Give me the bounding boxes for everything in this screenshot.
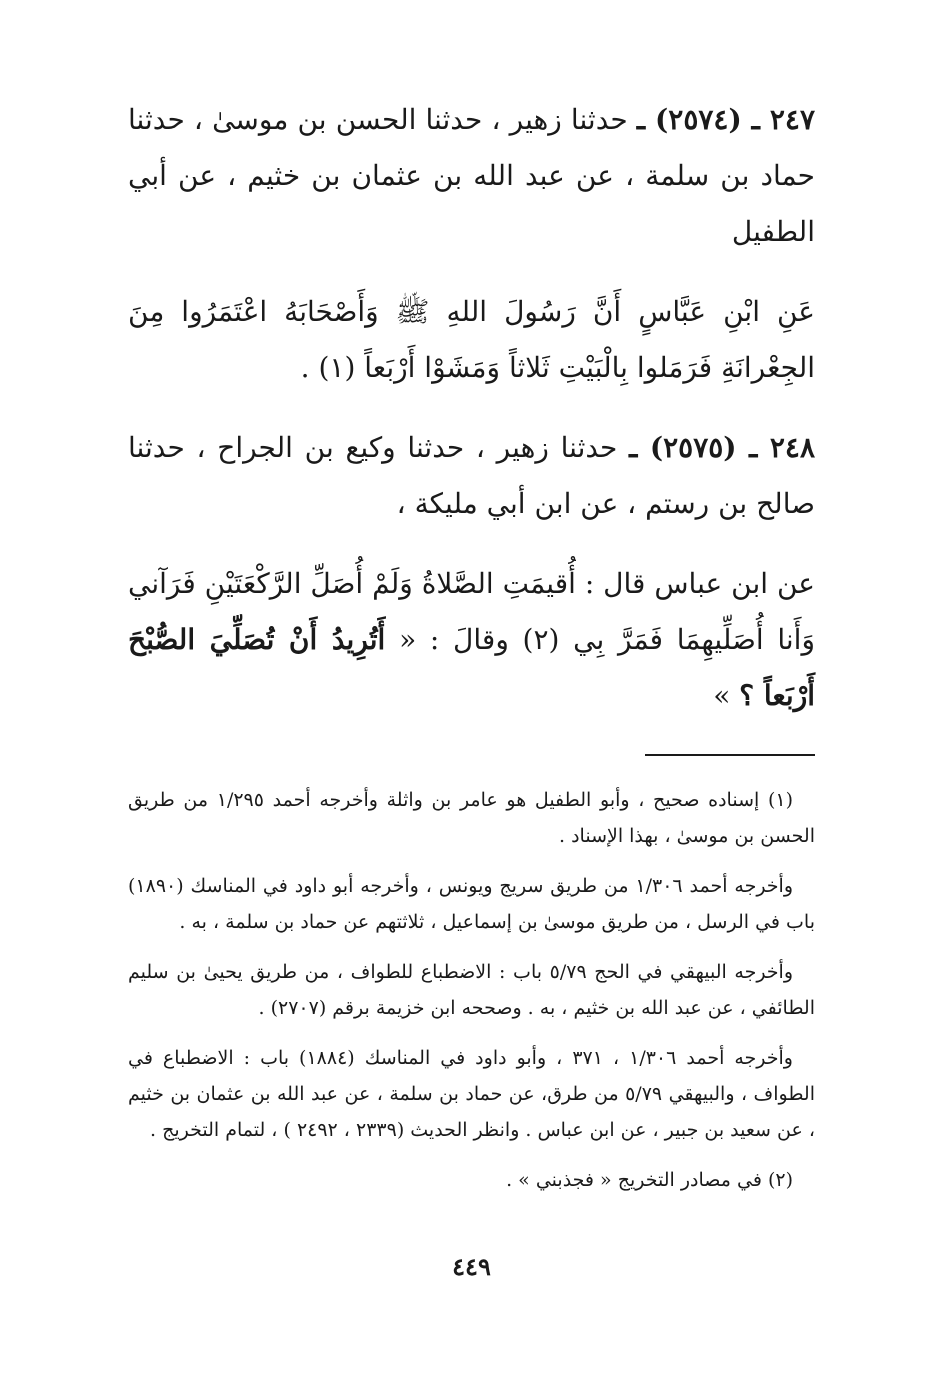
- footnote-divider: [645, 754, 815, 756]
- isnad-text: حدثنا زهير ، حدثنا الحسن بن موسىٰ ، حدثنا حماد بن سلمة ، عن عبد الله بن عثمان بن خثيم ، عن أبي الطفيل: [128, 103, 815, 248]
- hadith-number: ٢٤٨ ـ (٢٥٧٥) ـ: [629, 431, 816, 464]
- hadith-number: ٢٤٧ ـ (٢٥٧٤) ـ: [636, 103, 815, 136]
- footnote-2: (٢) في مصادر التخريج « فجذبني » .: [506, 1169, 793, 1191]
- matn-text: عَنِ ابْنِ عَبَّاسٍ أَنَّ رَسُولَ اللهِ ﷺ وَأَصْحَابَهُ اعْتَمَرُوا مِنَ الجِعْرانَةِ فَرَمَلوا بِالْبَيْتِ ثَلاثاً وَمَشَوْا أَرْبَعاً (١) .: [128, 295, 815, 384]
- hadith-247-matn: [128, 284, 815, 396]
- footnotes: [128, 782, 815, 1198]
- hadith-248-isnad: [128, 420, 815, 532]
- hadith-248-matn: [128, 556, 815, 724]
- isnad-text: حدثنا زهير ، حدثنا وكيع بن الجراح ، حدثنا صالح بن رستم ، عن ابن أبي مليكة ،: [128, 431, 815, 520]
- page-number: ٤٤٩: [452, 1252, 491, 1281]
- prophetic-saying: أَتُرِيدُ أَنْ تُصَلِّيَ الصُّبْحَ أَرْبَعاً ؟: [128, 623, 815, 712]
- footnote-1-cont-b: وأخرجه البيهقي في الحج ٥/٧٩ باب : الاضطباع للطواف ، من طريق يحيىٰ بن سليم الطائفي ، عن عبد الله بن خثيم ، به . وصححه ابن خزيمة برقم (٢٧٠٧) .: [128, 961, 815, 1019]
- footnote-1-cont-c: وأخرجه أحمد ١/٣٠٦ ، ٣٧١ ، وأبو داود في المناسك (١٨٨٤) باب : الاضطباع في الطواف ، والبيهقي ٥/٧٩ من طرق، عن حماد بن سلمة ، عن عبد الله بن عثمان بن خثيم ، عن سعيد بن جبير ، عن ابن عباس . وانظر الحديث (٢٣٣٩ ، ٢٤٩٢ ) ، لتمام التخريج .: [128, 1047, 815, 1141]
- matn-text: عن ابن عباس قال : أُقيمَتِ الصَّلاةُ وَلَمْ أُصَلِّ الرَّكْعَتَيْنِ فَرَآني وَأَنا أُصَلِّيهِمَا فَمَرَّ بِي (٢) وقالَ : «: [128, 567, 815, 656]
- hadith-247-isnad: [128, 92, 815, 260]
- footnote-1: (١) إسناده صحيح ، وأبو الطفيل هو عامر بن واثلة وأخرجه أحمد ١/٢٩٥ من طريق الحسن بن موسىٰ ، بهذا الإسناد .: [128, 789, 815, 847]
- quote-close: »: [713, 679, 731, 712]
- main-text: [128, 92, 815, 724]
- footnote-1-cont-a: وأخرجه أحمد ١/٣٠٦ من طريق سريج ويونس ، وأخرجه أبو داود في المناسك (١٨٩٠) باب في الرسل ، من طريق موسىٰ بن إسماعيل ، ثلاثتهم عن حماد بن سلمة ، به .: [128, 875, 815, 933]
